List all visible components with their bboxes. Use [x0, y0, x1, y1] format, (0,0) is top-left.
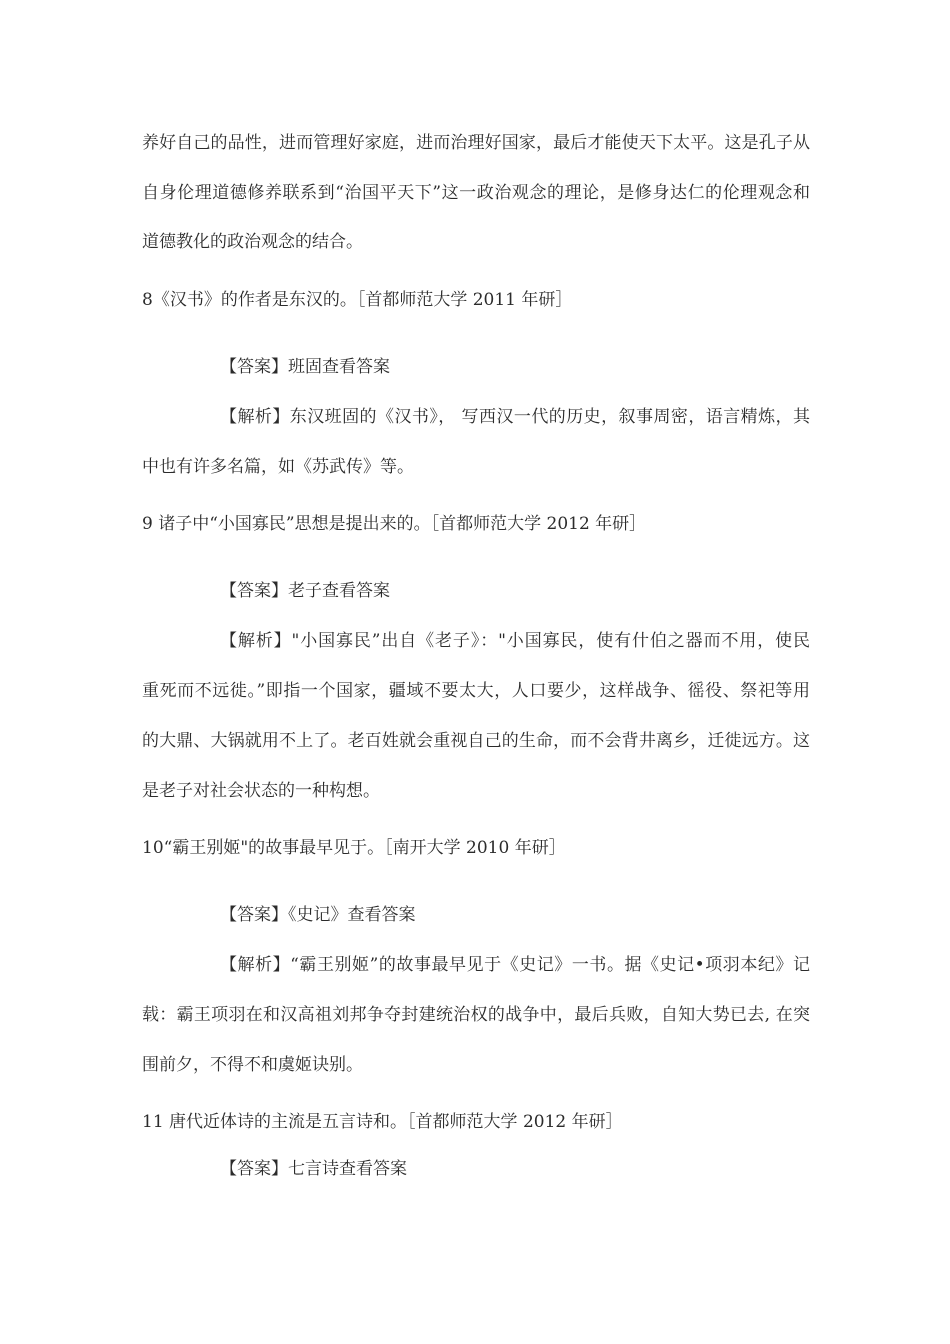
analysis-10-line: 围前夕，不得不和虞姬诀别。	[142, 1055, 363, 1075]
analysis-9-line: 的大鼎、大锅就用不上了。老百姓就会重视自己的生命，而不会背井离乡，迁徙远方。这	[142, 731, 810, 751]
question-11: 11 唐代近体诗的主流是五言诗和。［首都师范大学 2012 年研］	[142, 1112, 623, 1132]
analysis-10-line: 【解析】“霸王别姬”的故事最早见于《史记》一书。据《史记•项羽本纪》记	[220, 955, 810, 975]
answer-8: 【答案】班固查看答案	[220, 357, 390, 377]
answer-10: 【答案】《史记》查看答案	[220, 905, 416, 925]
intro-line: 道德教化的政治观念的结合。	[142, 232, 363, 252]
intro-line: 自身伦理道德修养联系到“治国平天下”这一政治观念的理论，是修身达仁的伦理观念和	[142, 183, 810, 203]
question-10: 10“霸王别姬"的故事最早见于。［南开大学 2010 年研］	[142, 838, 566, 858]
analysis-9-line: 重死而不远徙。”即指一个国家，疆域不要太大，人口要少，这样战争、徭役、祭祀等用	[142, 681, 810, 701]
question-8: 8《汉书》的作者是东汉的。［首都师范大学 2011 年研］	[142, 290, 573, 310]
analysis-10-line: 载：霸王项羽在和汉高祖刘邦争夺封建统治权的战争中，最后兵败，自知大势已去, 在突	[142, 1005, 810, 1025]
answer-9: 【答案】老子查看答案	[220, 581, 390, 601]
intro-line: 养好自己的品性，进而管理好家庭，进而治理好国家，最后才能使天下太平。这是孔子从	[142, 133, 810, 153]
answer-11: 【答案】七言诗查看答案	[220, 1159, 407, 1179]
analysis-9-line: 是老子对社会状态的一种构想。	[142, 781, 380, 801]
analysis-8-line: 【解析】东汉班固的《汉书》， 写西汉一代的历史，叙事周密，语言精炼，其	[220, 407, 810, 427]
analysis-9-line: 【解析】"小国寡民”出自《老子》："小国寡民，使有什伯之器而不用，使民	[220, 631, 810, 651]
question-9: 9 诸子中“小国寡民”思想是提出来的。［首都师范大学 2012 年研］	[142, 514, 647, 534]
analysis-8-line: 中也有许多名篇，如《苏武传》等。	[142, 457, 414, 477]
